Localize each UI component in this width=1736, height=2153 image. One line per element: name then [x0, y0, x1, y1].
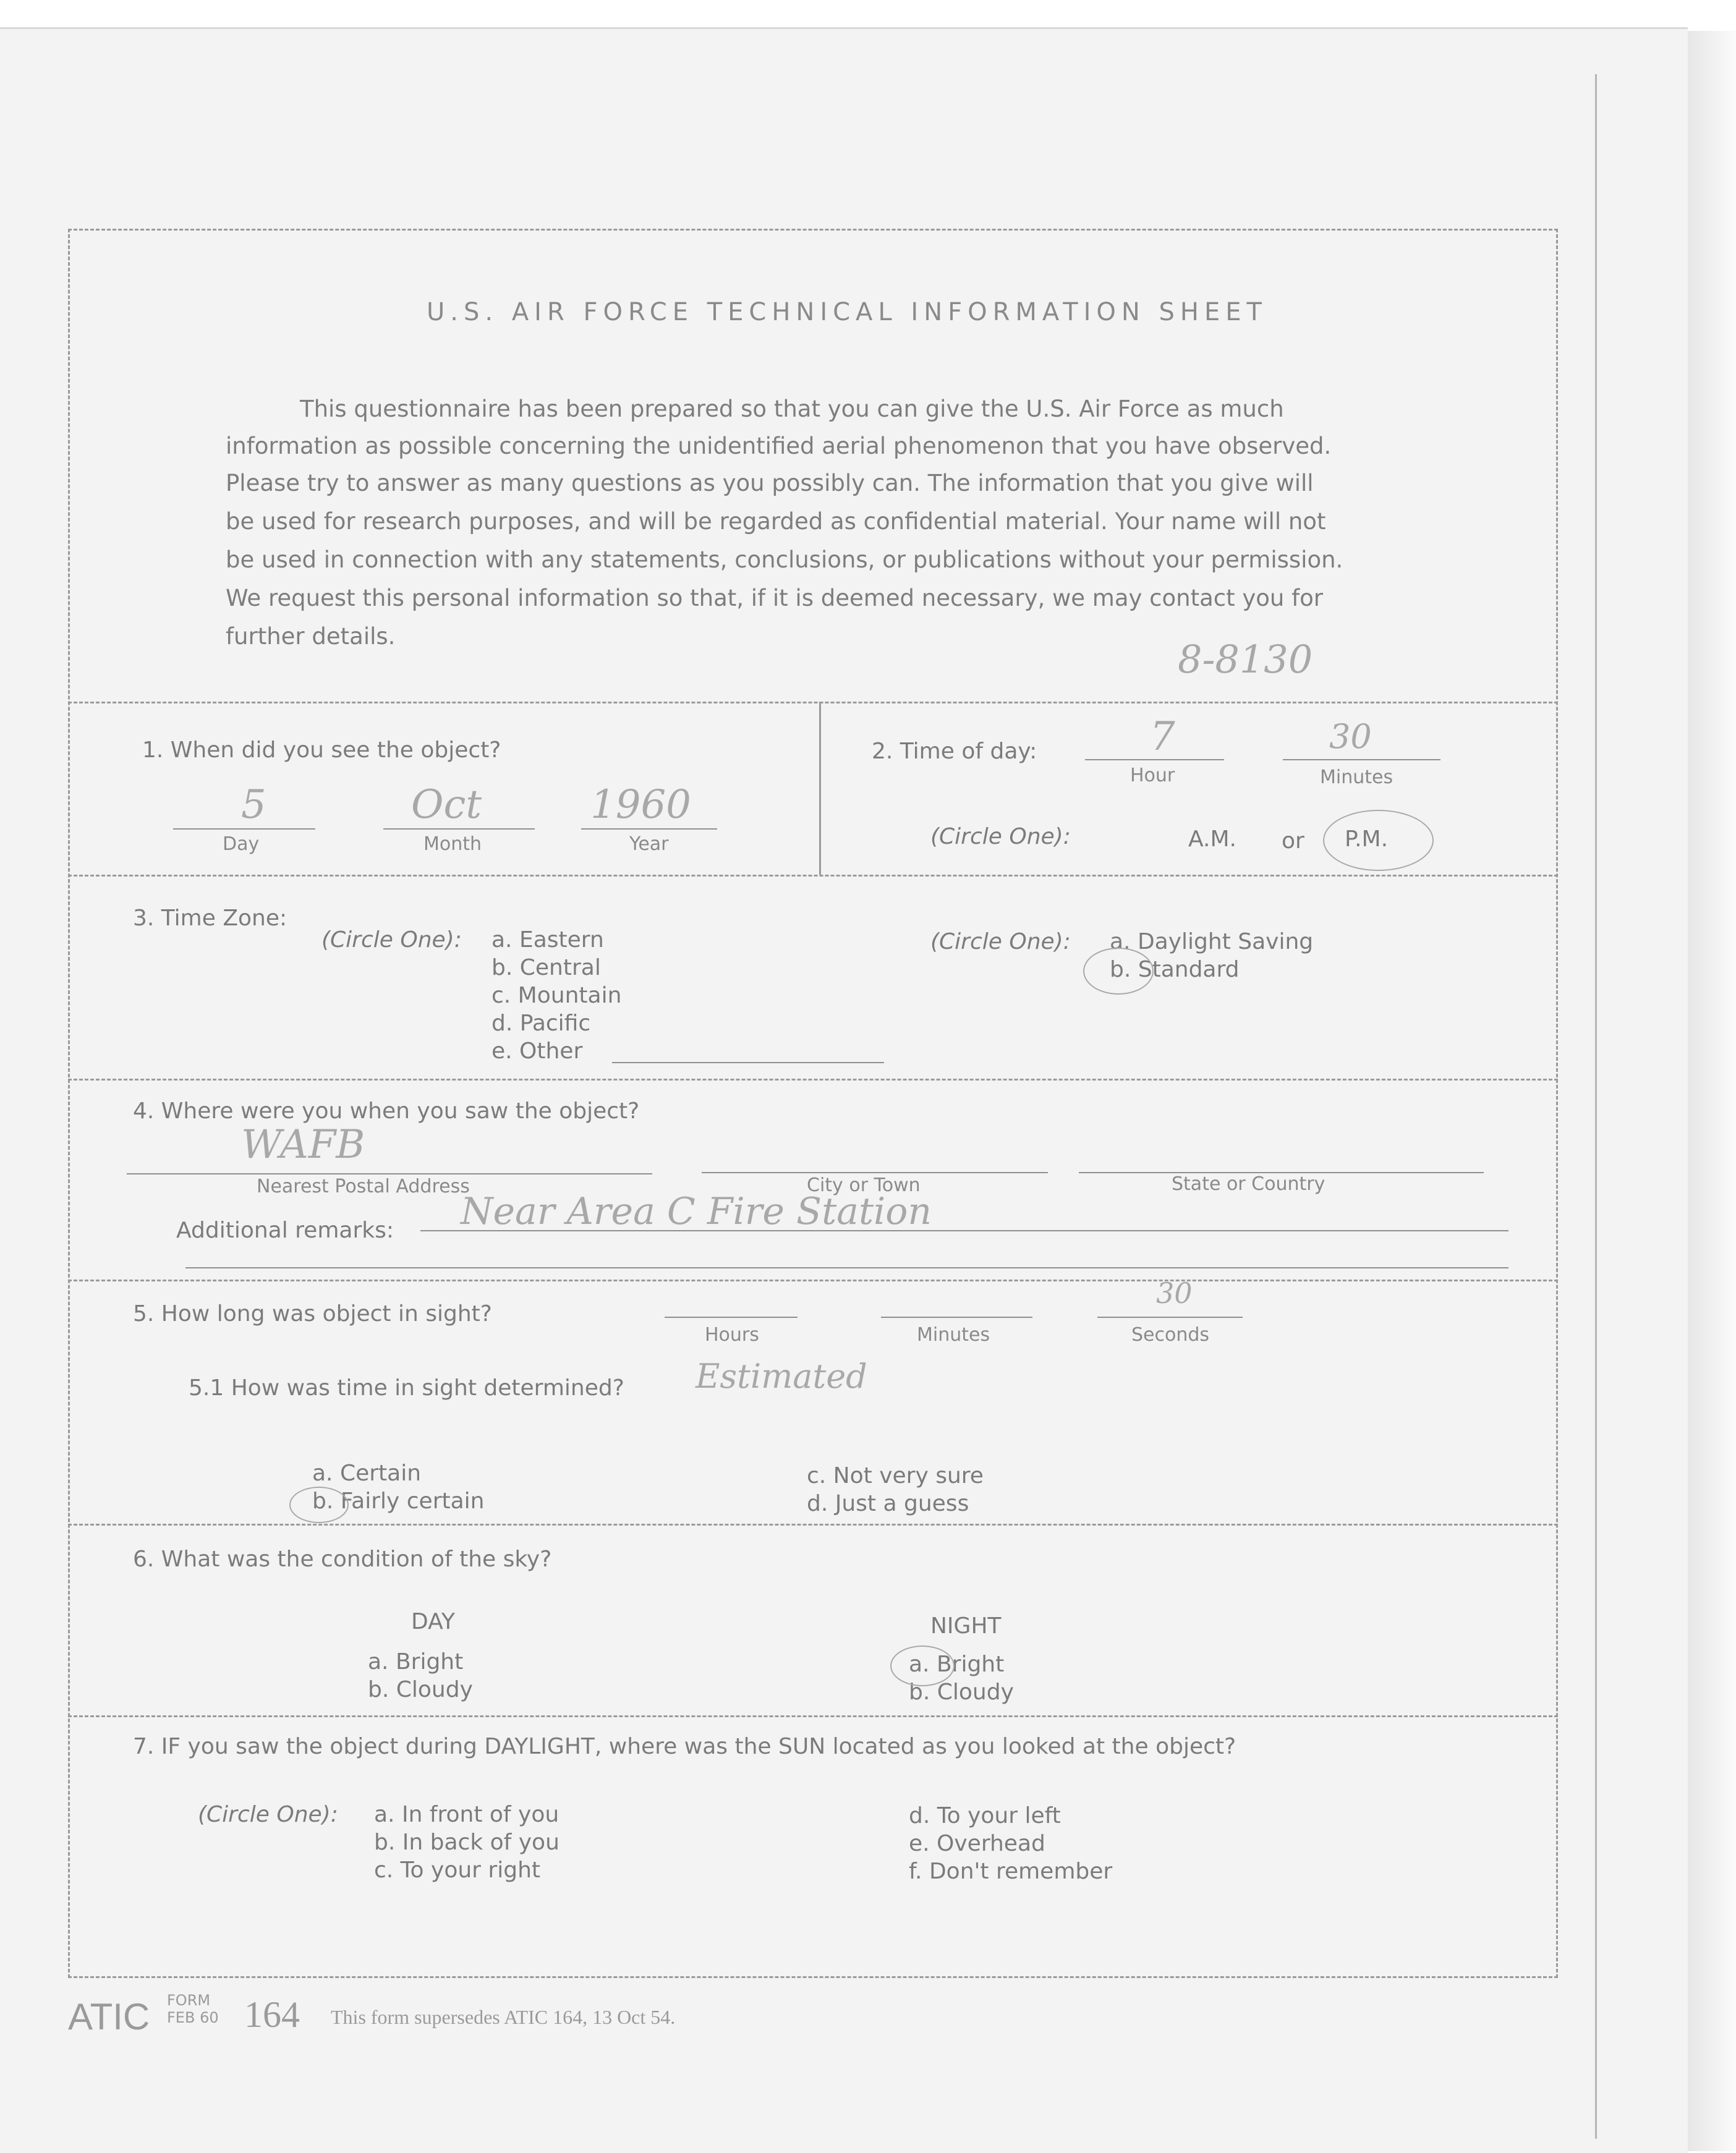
scan-edge	[1688, 31, 1736, 2151]
q1-month-line	[383, 828, 535, 830]
margin-rule	[1595, 74, 1597, 2139]
footer-form-date: FEB 60	[167, 2009, 219, 2026]
q5-option-just-a-guess: d. Just a guess	[807, 1491, 969, 1516]
q3-option-mountain: c. Mountain	[491, 983, 622, 1008]
q5-hours-line	[665, 1317, 798, 1318]
form-title: U.S. AIR FORCE TECHNICAL INFORMATION SHEET	[427, 298, 1267, 326]
q5-question: 5. How long was object in sight?	[133, 1301, 492, 1327]
q1-year-value: 1960	[590, 782, 691, 828]
q5-sub-value: Estimated	[696, 1357, 867, 1396]
q4-address-value: WAFB	[241, 1122, 365, 1168]
intro-line-1: This questionnaire has been prepared so that you can give the U.S. Air Force as much	[300, 396, 1284, 422]
footer-supersedes: This form supersedes ATIC 164, 13 Oct 54.	[331, 2006, 676, 2028]
q6-question: 6. What was the condition of the sky?	[133, 1547, 552, 1572]
q4-city-label: City or Town	[807, 1174, 921, 1196]
q6-night-cloudy: b. Cloudy	[909, 1680, 1014, 1705]
q1-day-value: 5	[241, 782, 266, 828]
q5-minutes-line	[881, 1317, 1032, 1318]
q3-circle-one: (Circle One):	[321, 927, 462, 953]
q4-city-line	[702, 1172, 1048, 1173]
q3-option-eastern: a. Eastern	[491, 927, 604, 953]
q4-remarks-line	[420, 1230, 1508, 1231]
q2-hour-label: Hour	[1130, 765, 1175, 786]
q3-circle-one-2: (Circle One):	[930, 929, 1071, 954]
q7-option-right: c. To your right	[374, 1858, 540, 1883]
intro-line-5: be used in connection with any statements, conclusions, or publications without your permission.	[226, 546, 1343, 573]
q4-state-label: State or Country	[1172, 1173, 1325, 1195]
q2-or: or	[1282, 828, 1304, 854]
q1-question: 1. When did you see the object?	[142, 737, 501, 763]
divider-q3	[68, 1079, 1558, 1081]
q7-option-overhead: e. Overhead	[909, 1831, 1045, 1856]
q5-option-fairly-certain: b. Fairly certain	[312, 1488, 485, 1514]
q5-seconds-label: Seconds	[1131, 1324, 1210, 1346]
q2-minutes-label: Minutes	[1320, 767, 1393, 788]
handwritten-case-ref: 8-8130	[1178, 637, 1313, 682]
q5-seconds-line	[1097, 1317, 1243, 1318]
q5-option-certain: a. Certain	[312, 1461, 422, 1486]
q5-seconds-value: 30	[1156, 1276, 1193, 1310]
q5-fairly-certain-circle	[289, 1487, 349, 1523]
divider-header	[68, 702, 1558, 703]
q3-standard-circle	[1083, 948, 1154, 995]
q2-pm-circle	[1323, 810, 1434, 871]
q7-circle-one: (Circle One):	[198, 1802, 338, 1827]
q6-night-header: NIGHT	[930, 1613, 1002, 1639]
intro-line-2: information as possible concerning the unidentified aerial phenomenon that you have observed.	[226, 433, 1332, 459]
q3-option-pacific: d. Pacific	[491, 1011, 591, 1036]
q6-day-header: DAY	[411, 1609, 455, 1634]
q4-nearest-label: Nearest Postal Address	[257, 1176, 470, 1197]
q2-hour-line	[1085, 759, 1224, 760]
q4-remarks-line-2	[185, 1267, 1508, 1268]
q6-day-cloudy: b. Cloudy	[368, 1677, 473, 1702]
q2-question: 2. Time of day:	[872, 739, 1037, 764]
q5-option-not-very-sure: c. Not very sure	[807, 1463, 984, 1488]
q6-night-bright: a. Bright	[909, 1652, 1005, 1677]
q3-option-other: e. Other	[491, 1038, 583, 1064]
q3-option-daylight-saving: a. Daylight Saving	[1110, 929, 1314, 954]
divider-q6	[68, 1715, 1558, 1717]
q2-minutes-line	[1283, 759, 1440, 760]
q5-minutes-label: Minutes	[917, 1324, 990, 1346]
q2-hour-value: 7	[1150, 714, 1175, 760]
intro-line-4: be used for research purposes, and will be regarded as confidential material. Your name will not	[226, 508, 1326, 535]
intro-line-6: We request this personal information so that, if it is deemed necessary, we may contact you for	[226, 585, 1323, 611]
q2-am: A.M.	[1188, 826, 1236, 852]
q6-day-bright: a. Bright	[368, 1649, 464, 1675]
intro-line-3: Please try to answer as many questions as you possibly can. The information that you give will	[226, 470, 1314, 496]
q3-option-standard: b. Standard	[1110, 957, 1240, 982]
footer-form-number: 164	[244, 1994, 300, 2035]
footer-form-word: FORM	[167, 1992, 211, 2009]
q7-option-front: a. In front of you	[374, 1802, 560, 1827]
q6-night-bright-circle	[890, 1646, 955, 1686]
q1-month-value: Oct	[411, 782, 482, 828]
q7-option-left: d. To your left	[909, 1803, 1061, 1828]
intro-line-7: further details.	[226, 623, 396, 650]
q3-question: 3. Time Zone:	[133, 906, 287, 931]
q2-minutes-value: 30	[1329, 717, 1372, 756]
q4-question: 4. Where were you when you saw the object?	[133, 1098, 640, 1124]
q7-option-back: b. In back of you	[374, 1830, 560, 1855]
q4-remarks-label: Additional remarks:	[176, 1218, 394, 1243]
q1-day-label: Day	[223, 833, 260, 855]
q4-address-line	[127, 1173, 652, 1174]
q2-pm: P.M.	[1345, 826, 1389, 852]
q4-remarks-value: Near Area C Fire Station	[461, 1190, 932, 1233]
q5-sub-question: 5.1 How was time in sight determined?	[189, 1375, 624, 1401]
divider-q1-q2	[819, 702, 821, 875]
q3-other-line	[612, 1062, 884, 1063]
q1-year-label: Year	[629, 833, 669, 855]
q7-question: 7. IF you saw the object during DAYLIGHT, where was the SUN located as you looked at the object?	[133, 1734, 1236, 1759]
divider-q1	[68, 875, 1558, 877]
q1-day-line	[173, 828, 315, 830]
q5-hours-label: Hours	[705, 1324, 759, 1346]
q2-circle-one: (Circle One):	[930, 824, 1071, 849]
q3-option-central: b. Central	[491, 955, 601, 980]
divider-q5	[68, 1524, 1558, 1526]
divider-q4	[68, 1280, 1558, 1281]
q1-year-line	[581, 828, 717, 830]
q7-option-dont-remember: f. Don't remember	[909, 1859, 1113, 1884]
q1-month-label: Month	[423, 833, 482, 855]
footer-atic: ATIC	[68, 1996, 150, 2037]
